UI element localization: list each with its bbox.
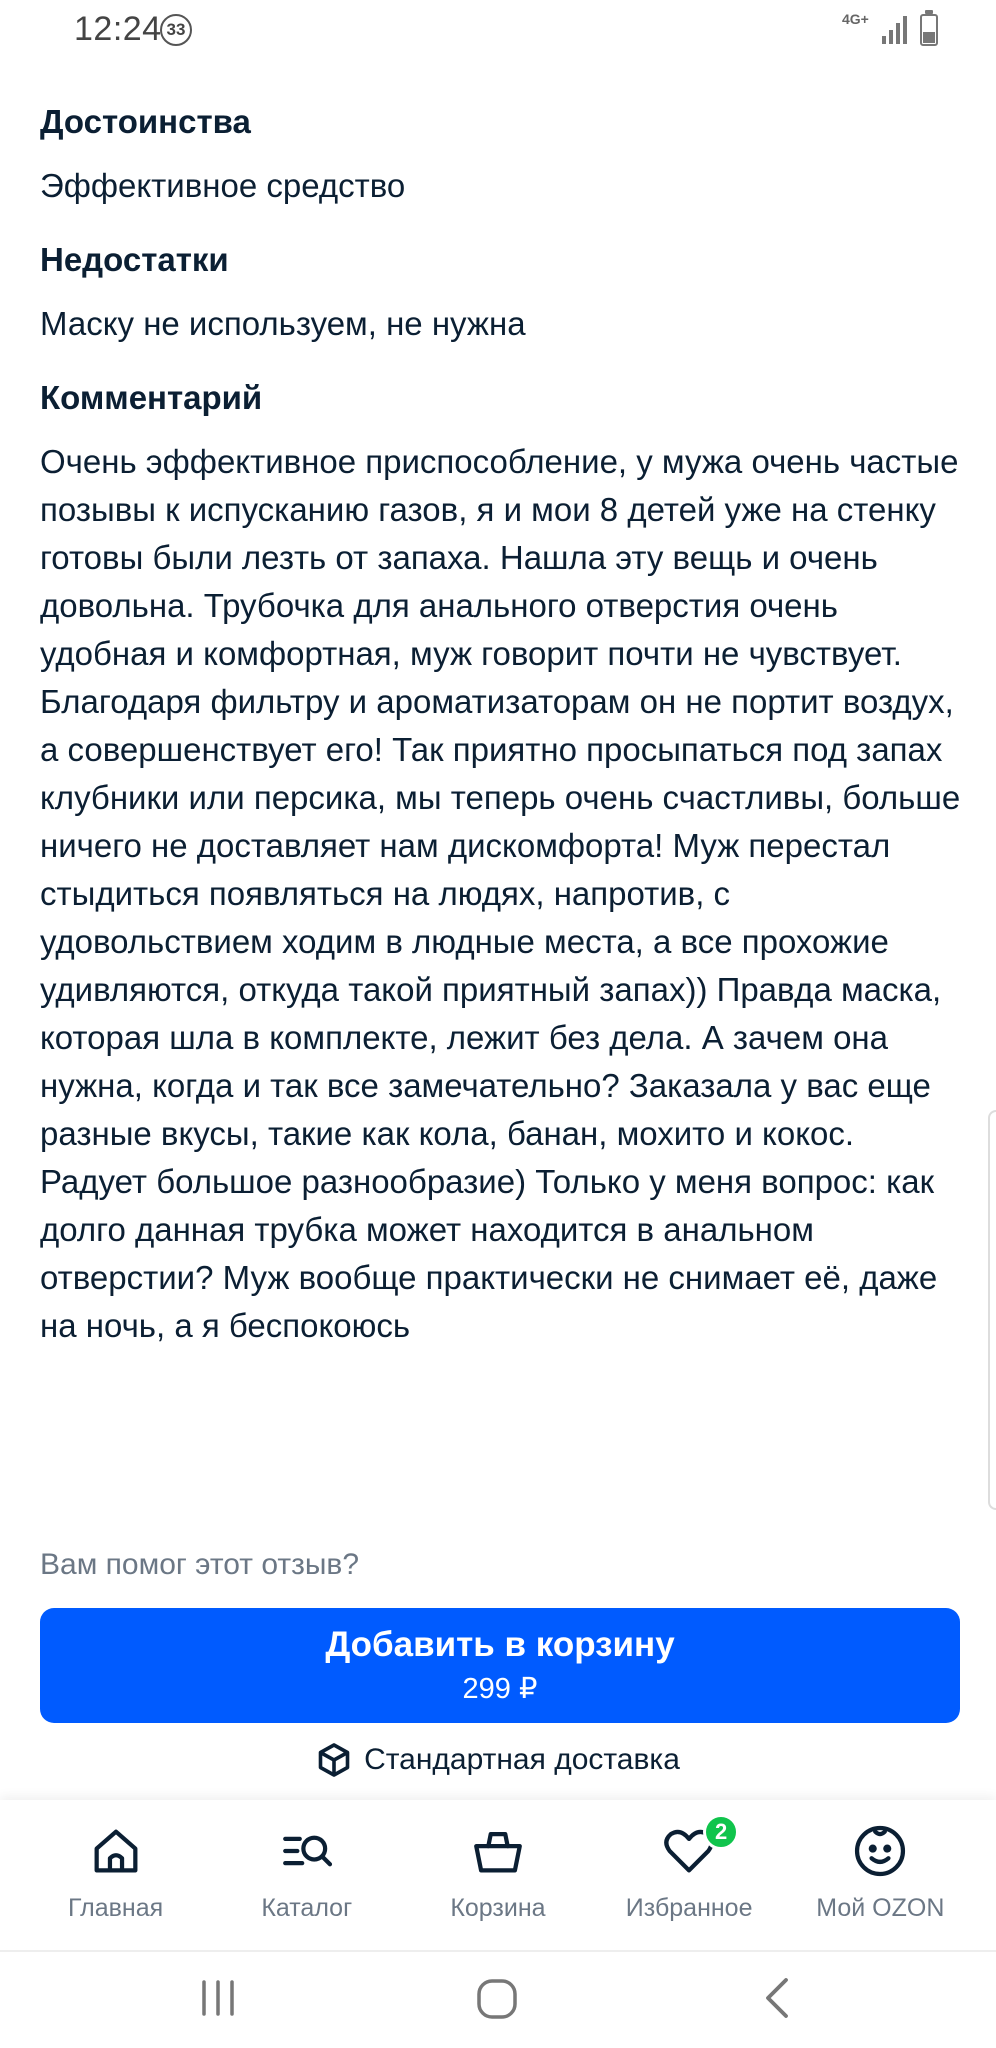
add-to-cart-price: 299 ₽	[462, 1672, 538, 1705]
signal-icon	[880, 14, 908, 44]
back-icon[interactable]	[758, 1976, 798, 2020]
status-bar	[0, 0, 996, 62]
recent-apps-icon[interactable]	[196, 1976, 240, 2020]
helpful-prompt: Вам помог этот отзыв?	[40, 1548, 360, 1581]
bottom-nav	[0, 1800, 996, 1952]
pros-section	[40, 100, 960, 210]
battery-icon	[920, 14, 938, 46]
home-button-icon[interactable]	[474, 1976, 520, 2022]
nav-favorites-label: Избранное	[625, 1894, 753, 1922]
nav-my-ozon-label: Мой OZON	[816, 1894, 945, 1922]
cons-text: Маску не используем, не нужна	[40, 305, 526, 342]
cons-section	[40, 238, 960, 348]
home-icon	[87, 1822, 145, 1880]
review-content	[40, 100, 960, 1378]
comment-heading: Комментарий	[40, 379, 263, 416]
favorites-count-badge: 2	[703, 1814, 739, 1850]
add-to-cart-button[interactable]	[40, 1608, 960, 1723]
add-to-cart-label: Добавить в корзину	[325, 1624, 675, 1664]
basket-icon	[469, 1822, 527, 1880]
comment-text: Очень эффективное приспособление, у мужа очень частые позывы к испусканию газов, я и мои 8 детей уже на стенку готовы были лезть от запаха. Нашла эту вещь и очень довольна. Трубочка для анального отверстия очень удобная и комфортная, муж говорит почти не чувствует. Благодаря фильтру и ароматизаторам он не портит воздух, а совершенствует его! Так приятно просыпаться под запах клубники или персика, мы теперь очень счастливы, больше ничего не доставляет нам дискомфорта! Муж перестал стыдиться появляться на людях, напротив, с удовольствием ходим в людные места, а все прохожие удивляются, откуда такой приятный запах)) Правда маска, которая шла в комплекте, лежит без дела. А зачем она нужна, когда и так все замечательно? Заказала у вас еще разные вкусы, такие как кола, банан, мохито и кокос. Радует большое разнообразие) Только у меня вопрос: как долго данная трубка может находится в анальном отверстии? Муж вообще практически не снимает её, даже на ночь, а я беспокоюсь	[40, 443, 961, 1344]
nav-catalog-label: Каталог	[261, 1894, 353, 1922]
box-icon	[316, 1742, 352, 1778]
nav-cart[interactable]	[408, 1822, 588, 1923]
scroll-indicator[interactable]	[988, 1110, 996, 1510]
delivery-label: Стандартная доставка	[364, 1743, 680, 1776]
nav-home[interactable]	[26, 1822, 206, 1923]
nav-favorites[interactable]	[599, 1819, 779, 1923]
comment-section	[40, 376, 960, 1350]
nav-catalog[interactable]	[217, 1822, 397, 1923]
cons-heading: Недостатки	[40, 241, 229, 278]
catalog-search-icon	[278, 1822, 336, 1880]
pros-text: Эффективное средство	[40, 167, 406, 204]
network-type: 4G+	[842, 11, 869, 27]
nav-my-ozon[interactable]	[790, 1822, 970, 1923]
system-nav-bar	[0, 1952, 996, 2048]
notification-count-badge: 33	[160, 14, 192, 46]
status-time: 12:24	[74, 10, 162, 48]
delivery-info	[0, 1738, 996, 1782]
pros-heading: Достоинства	[40, 103, 251, 140]
nav-cart-label: Корзина	[450, 1894, 546, 1922]
nav-home-label: Главная	[68, 1894, 164, 1922]
smiley-face-icon	[851, 1822, 909, 1880]
